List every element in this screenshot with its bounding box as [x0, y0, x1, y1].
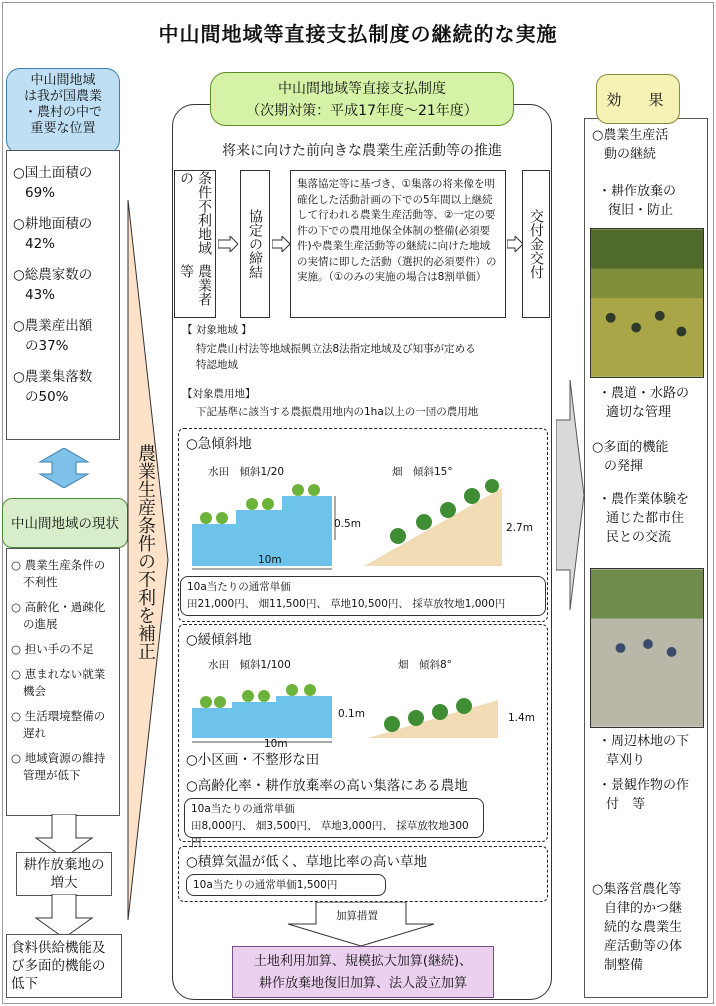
- effects-title: 効 果: [596, 74, 680, 124]
- stat-value: 42%: [25, 236, 56, 252]
- effect-line: ○集落営農化等: [592, 882, 682, 897]
- steep-heading: ○急傾斜地: [186, 436, 252, 452]
- right-arrow-icon: [507, 236, 523, 252]
- stat-label: ○農業集落数: [13, 369, 93, 385]
- function-decline-box: [6, 934, 122, 998]
- grass-heading: ○積算気温が低く、草地比率の高い草地: [186, 854, 428, 870]
- effect-urban-exchange: [598, 490, 689, 547]
- effect-community-farming: [592, 880, 682, 975]
- effect-line: 民との交流: [606, 530, 672, 545]
- effect-line: ○農業生産活: [592, 128, 669, 143]
- issue-item: [11, 641, 119, 658]
- issue-line: 遅れ: [23, 726, 46, 740]
- grass-price: 10a当たりの通常単価1,500円: [186, 874, 386, 896]
- right-arrow-icon: [218, 236, 238, 252]
- farmer-label: 農業者等: [178, 263, 212, 306]
- effect-line: 自律的かつ継: [604, 901, 683, 916]
- gentle-paddy-label: 水田 傾斜1/100: [208, 659, 291, 671]
- aging-criteria: ○高齢化率・耕作放棄率の高い集落にある農地: [186, 778, 468, 794]
- target-land: 下記基準に該当する農振農用地内の1ha以上の一団の農用地: [196, 406, 479, 418]
- gentle-paddy-height: 0.1m: [338, 708, 365, 720]
- activity-detail: 集落協定等に基づき、①集落の将来像を明確化した活動計画の下での5年間以上継続して行われる農業生産活動等、②一定の要件の下での農用地保全体制の整備(必須要件)や農業生産活動等の継続に向けた地域の実情に即した活動（選択的必須要件）の実施。（①のみの実施の場合は8割単価）: [290, 170, 506, 318]
- double-arrow-icon: [36, 448, 92, 488]
- bonus-line: 土地利用加算、規模拡大加算(継続)、: [253, 954, 473, 969]
- gentle-price-box: [184, 798, 484, 849]
- target-area: [196, 341, 556, 373]
- correction-label: 農業生産条件の不利を補正: [135, 444, 156, 660]
- issue-item: [11, 708, 119, 742]
- issue-line: ○ 農業生産条件の: [11, 558, 106, 572]
- effect-multifunction: [592, 438, 668, 476]
- gentle-field-label: 畑 傾斜8°: [398, 659, 452, 671]
- importance-line: ・農村の中で: [23, 105, 102, 120]
- field-work-photo: [590, 228, 704, 378]
- condition-label: 条件不利地域の: [178, 171, 212, 255]
- gentle-price-heading: 10a当たりの通常単価: [191, 803, 295, 815]
- stat-label: ○農業産出額: [13, 318, 93, 334]
- effect-line: 通じた都市住: [606, 511, 685, 526]
- bonus-line: 耕作放棄地復旧加算、法人設立加算: [258, 976, 467, 991]
- effect-line: ・農作業体験を: [598, 492, 690, 507]
- steep-field-label: 畑 傾斜15°: [392, 466, 453, 478]
- decline-line: 低下: [11, 976, 38, 992]
- effect-line: 産活動等の体: [604, 939, 683, 954]
- effect-line: ・耕作放棄の: [598, 184, 677, 199]
- issue-line: ○ 高齢化・過疎化: [11, 600, 106, 614]
- bonus-measures-box: [232, 946, 494, 998]
- steep-price-heading: 10a当たりの通常単価: [187, 581, 291, 593]
- issue-item: [11, 666, 119, 700]
- steep-width: 10m: [258, 554, 282, 566]
- effect-line: 復旧・防止: [608, 203, 674, 218]
- stat-land-area: [13, 163, 119, 203]
- issue-line: ○ 恵まれない就業: [11, 667, 106, 681]
- importance-line: 中山間地域: [30, 73, 96, 88]
- abandon-line: 耕作放棄地の: [23, 857, 105, 873]
- steep-price-box: [180, 576, 546, 616]
- effect-weeding: [598, 732, 689, 770]
- stat-villages: [13, 367, 119, 407]
- steep-paddy-height: 0.5m: [334, 518, 361, 530]
- effect-landscape-crops: [598, 776, 689, 814]
- effect-line: 制整備: [604, 958, 644, 973]
- stat-output: [13, 316, 119, 356]
- effect-line: 付 等: [606, 797, 646, 812]
- system-title-line: 中山間地域等直接支払制度: [278, 81, 446, 97]
- steep-price: 田21,000円、 畑11,500円、 草地10,500円、 採草放牧地1,000円: [187, 598, 506, 610]
- steep-illustration: [192, 478, 532, 570]
- effect-line: 適切な管理: [606, 405, 672, 420]
- stat-value: の37%: [25, 338, 69, 354]
- stats-box: [6, 150, 120, 440]
- effect-line: 動の継続: [604, 147, 657, 162]
- effect-farming-continuation: [592, 126, 668, 164]
- stat-value: 43%: [25, 287, 56, 303]
- issue-line: ○ 担い手の不足: [11, 642, 94, 656]
- gentle-heading: ○緩傾斜地: [186, 632, 252, 648]
- small-paddy-criteria: ○小区画・不整形な田: [186, 752, 320, 768]
- effect-line: ・景観作物の作: [598, 778, 690, 793]
- stat-label: ○耕地面積の: [13, 216, 93, 232]
- gentle-width: 10m: [264, 738, 288, 750]
- abandon-line: 増大: [50, 875, 78, 891]
- effect-line: の発揮: [604, 459, 644, 474]
- effect-line: 続的な農業生: [604, 920, 683, 935]
- decline-line: 食料供給機能及: [11, 940, 106, 956]
- system-title: [210, 72, 514, 126]
- issue-line: 機会: [23, 684, 46, 698]
- gentle-field-height: 1.4m: [508, 712, 535, 724]
- system-period: （次期対策：平成17年度〜21年度）: [246, 103, 478, 119]
- farmer-box: [174, 170, 216, 318]
- effect-line: ○多面的機能: [592, 440, 669, 455]
- agreement-box: 協定の締結: [240, 170, 270, 318]
- page-title: 中山間地域等直接支払制度の継続的な実施: [158, 22, 558, 46]
- decline-line: び多面的機能の: [11, 958, 106, 974]
- effect-line: ・周辺林地の下: [598, 734, 690, 749]
- issue-item: [11, 557, 119, 591]
- grant-box: 交付金交付: [522, 170, 550, 318]
- target-area-line: 特定農山村法等地域振興立法8法指定地域及び知事が定める: [196, 343, 476, 355]
- importance-line: は我が国農業: [23, 89, 102, 104]
- steep-paddy-label: 水田 傾斜1/20: [208, 466, 285, 478]
- target-area-line: 特認地域: [196, 359, 238, 371]
- issue-line: の進展: [23, 617, 58, 631]
- effect-arrow-icon: [556, 380, 584, 610]
- importance-line: 重要な位置: [30, 121, 96, 136]
- abandoned-land-box: [16, 852, 112, 896]
- stat-value: の50%: [25, 389, 69, 405]
- stat-farmland: [13, 214, 119, 254]
- gentle-price: 田8,000円、 畑3,500円、 草地3,000円、 採草放牧地300円: [191, 820, 469, 849]
- stat-label: ○総農家数の: [13, 267, 93, 283]
- effect-line: ・農道・水路の: [598, 386, 690, 401]
- effect-road-management: [598, 384, 689, 422]
- issue-line: ○ 地域資源の維持: [11, 751, 106, 765]
- steep-field-height: 2.7m: [506, 522, 533, 534]
- bonus-label: 加算措置: [336, 910, 378, 922]
- effect-line: 草刈り: [606, 753, 646, 768]
- issue-line: 管理が低下: [23, 768, 81, 782]
- target-land-heading: 【対象農用地】: [182, 388, 256, 400]
- issue-line: 不利性: [23, 575, 58, 589]
- issue-item: [11, 599, 119, 633]
- issue-line: ○ 生活環境整備の: [11, 709, 106, 723]
- right-arrow-icon: [272, 236, 290, 252]
- terraced-rice-photo: [590, 568, 704, 728]
- target-area-heading: 【 対象地域 】: [182, 324, 252, 336]
- importance-box: [6, 68, 120, 154]
- stat-farmers: [13, 265, 119, 305]
- issues-box: [6, 548, 120, 816]
- down-arrow-icon: [34, 894, 94, 938]
- promotion-heading: 将来に向けた前向きな農業生産活動等の推進: [222, 143, 502, 159]
- stat-label: ○国土面積の: [13, 165, 93, 181]
- stat-value: 69%: [25, 185, 56, 201]
- issue-item: [11, 750, 119, 784]
- effect-abandonment-prevention: [598, 182, 676, 220]
- current-status-title: 中山間地域の現状: [2, 498, 128, 548]
